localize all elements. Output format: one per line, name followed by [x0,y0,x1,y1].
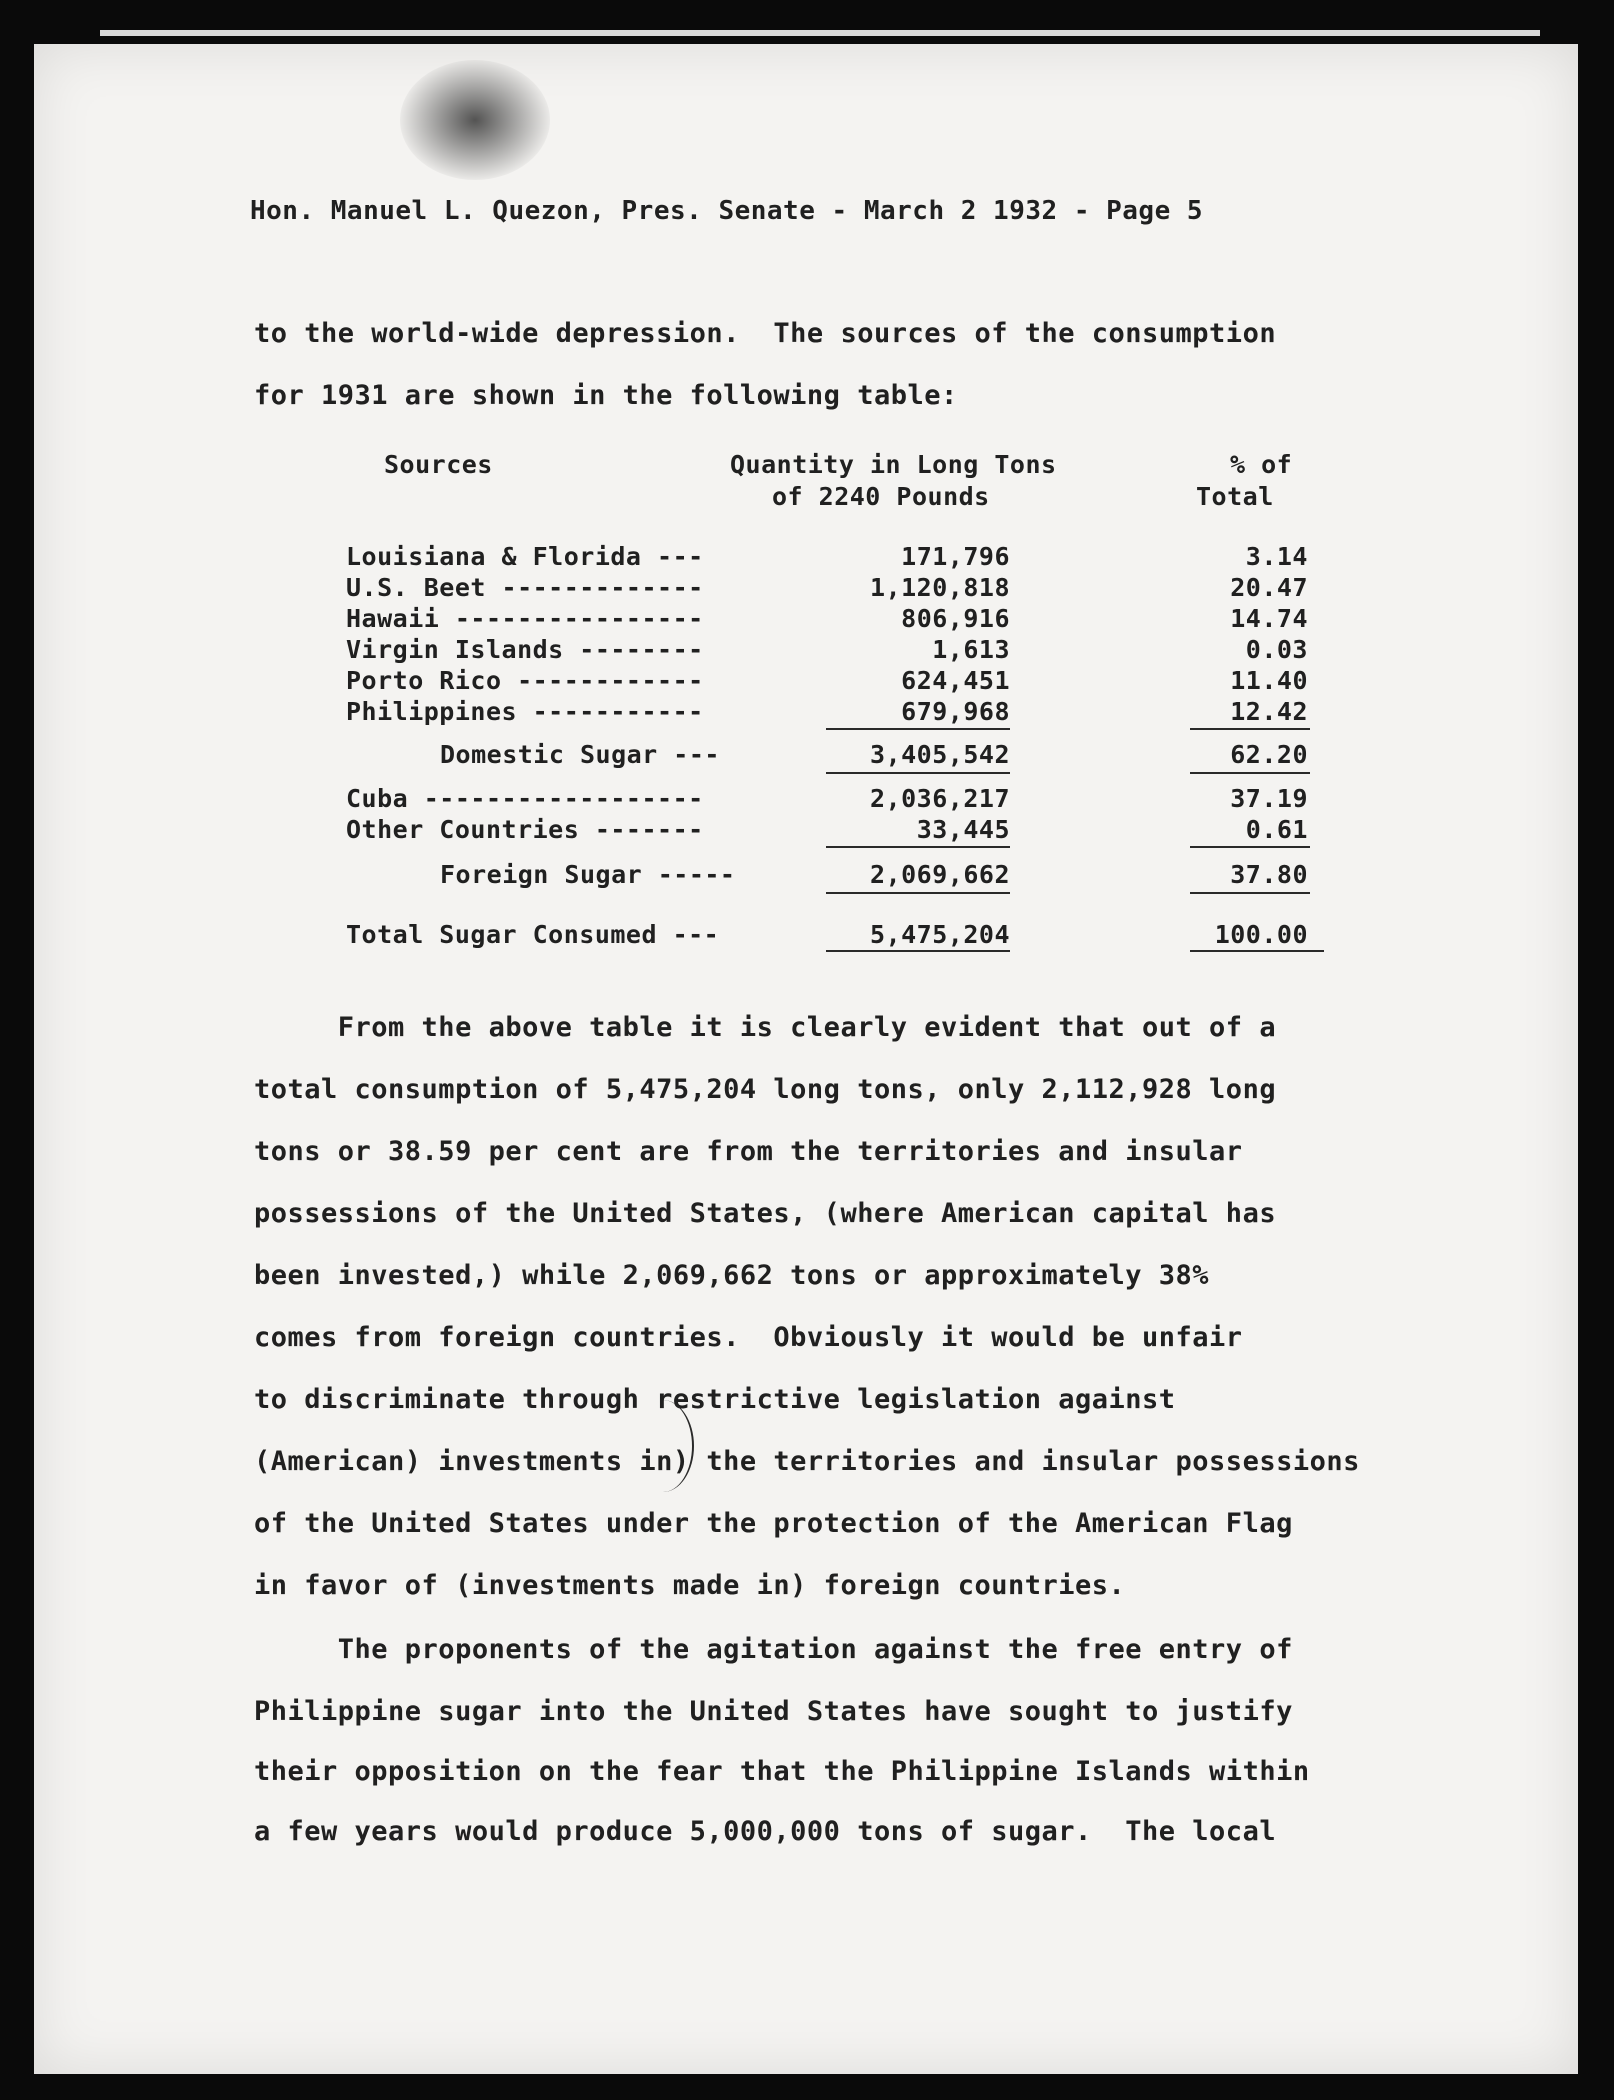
paragraph-line: total consumption of 5,475,204 long tons, only 2,112,928 long [254,1074,1277,1105]
domestic-subtotal-label: Domestic Sugar --- [440,740,720,769]
total-label: Total Sugar Consumed --- [346,920,720,949]
column-header-sources: Sources [384,450,493,479]
total-percent: 100.00 [1214,920,1308,949]
paragraph-line: Philippine sugar into the United States have sought to justify [254,1696,1293,1727]
paragraph-line: been invested,) while 2,069,662 tons or approximately 38% [254,1260,1210,1291]
paragraph-line: The proponents of the agitation against the free entry of [254,1634,1293,1665]
paragraph-line: of the United States under the protection of the American Flag [254,1508,1293,1539]
column-header-total: Total [1196,482,1274,511]
table-row-source: Other Countries ------- [346,815,704,844]
table-row-source: Virgin Islands -------- [346,635,704,664]
table-row-quantity: 33,445 [916,815,1010,844]
table-row-percent: 3.14 [1245,542,1308,571]
subtotal-underline [1190,892,1310,894]
total-quantity: 5,475,204 [870,920,1010,949]
table-row-quantity: 1,613 [932,635,1010,664]
table-row-percent: 12.42 [1230,697,1308,726]
table-row-percent: 37.19 [1230,784,1308,813]
subtotal-underline [826,892,1010,894]
table-row-percent: 14.74 [1230,604,1308,633]
total-underline [1190,950,1324,952]
paragraph-line: tons or 38.59 per cent are from the territories and insular [254,1136,1243,1167]
paragraph-line: From the above table it is clearly evident that out of a [254,1012,1277,1043]
paragraph-line: (American) investments in) the territories and insular possessions [254,1446,1360,1477]
intro-line: to the world-wide depression. The sources of the consumption [254,318,1277,349]
table-row-source: U.S. Beet ------------- [346,573,704,602]
table-row-percent: 0.03 [1245,635,1308,664]
table-row-source: Hawaii ---------------- [346,604,704,633]
table-row-source: Philippines ----------- [346,697,704,726]
column-header-percent: % of [1230,450,1293,479]
subtotal-underline [1190,772,1310,774]
ink-smudge [400,60,550,180]
table-row-quantity: 806,916 [901,604,1010,633]
page-header: Hon. Manuel L. Quezon, Pres. Senate - March 2 1932 - Page 5 [250,196,1204,226]
paragraph-line: in favor of (investments made in) foreign countries. [254,1570,1126,1601]
paragraph-line: comes from foreign countries. Obviously it would be unfair [254,1322,1243,1353]
table-row-source: Cuba ------------------ [346,784,704,813]
total-underline [826,950,1010,952]
foreign-subtotal-quantity: 2,069,662 [870,860,1010,889]
film-edge [100,30,1540,36]
paragraph-line: possessions of the United States, (where American capital has [254,1198,1277,1229]
table-row-percent: 0.61 [1245,815,1308,844]
paragraph-line: their opposition on the fear that the Philippine Islands within [254,1756,1310,1787]
foreign-subtotal-percent: 37.80 [1230,860,1308,889]
foreign-subtotal-label: Foreign Sugar ----- [440,860,736,889]
table-row-source: Louisiana & Florida --- [346,542,704,571]
table-row-percent: 11.40 [1230,666,1308,695]
table-row-quantity: 679,968 [901,697,1010,726]
handwritten-bracket [632,1400,694,1492]
paragraph-line: a few years would produce 5,000,000 tons of sugar. The local [254,1816,1277,1847]
domestic-subtotal-quantity: 3,405,542 [870,740,1010,769]
subtotal-underline [826,772,1010,774]
table-row-quantity: 2,036,217 [870,784,1010,813]
table-row-quantity: 171,796 [901,542,1010,571]
table-row-percent: 20.47 [1230,573,1308,602]
subtotal-rule [1190,728,1310,730]
paragraph-line: to discriminate through restrictive legislation against [254,1384,1176,1415]
subtotal-rule [826,728,1010,730]
domestic-subtotal-percent: 62.20 [1230,740,1308,769]
column-header-quantity: Quantity in Long Tons [730,450,1057,479]
table-row-quantity: 624,451 [901,666,1010,695]
table-row-source: Porto Rico ------------ [346,666,704,695]
table-row-quantity: 1,120,818 [870,573,1010,602]
subtotal-rule [826,846,1010,848]
subtotal-rule [1190,846,1310,848]
intro-line: for 1931 are shown in the following table: [254,380,958,411]
column-header-quantity-unit: of 2240 Pounds [772,482,990,511]
